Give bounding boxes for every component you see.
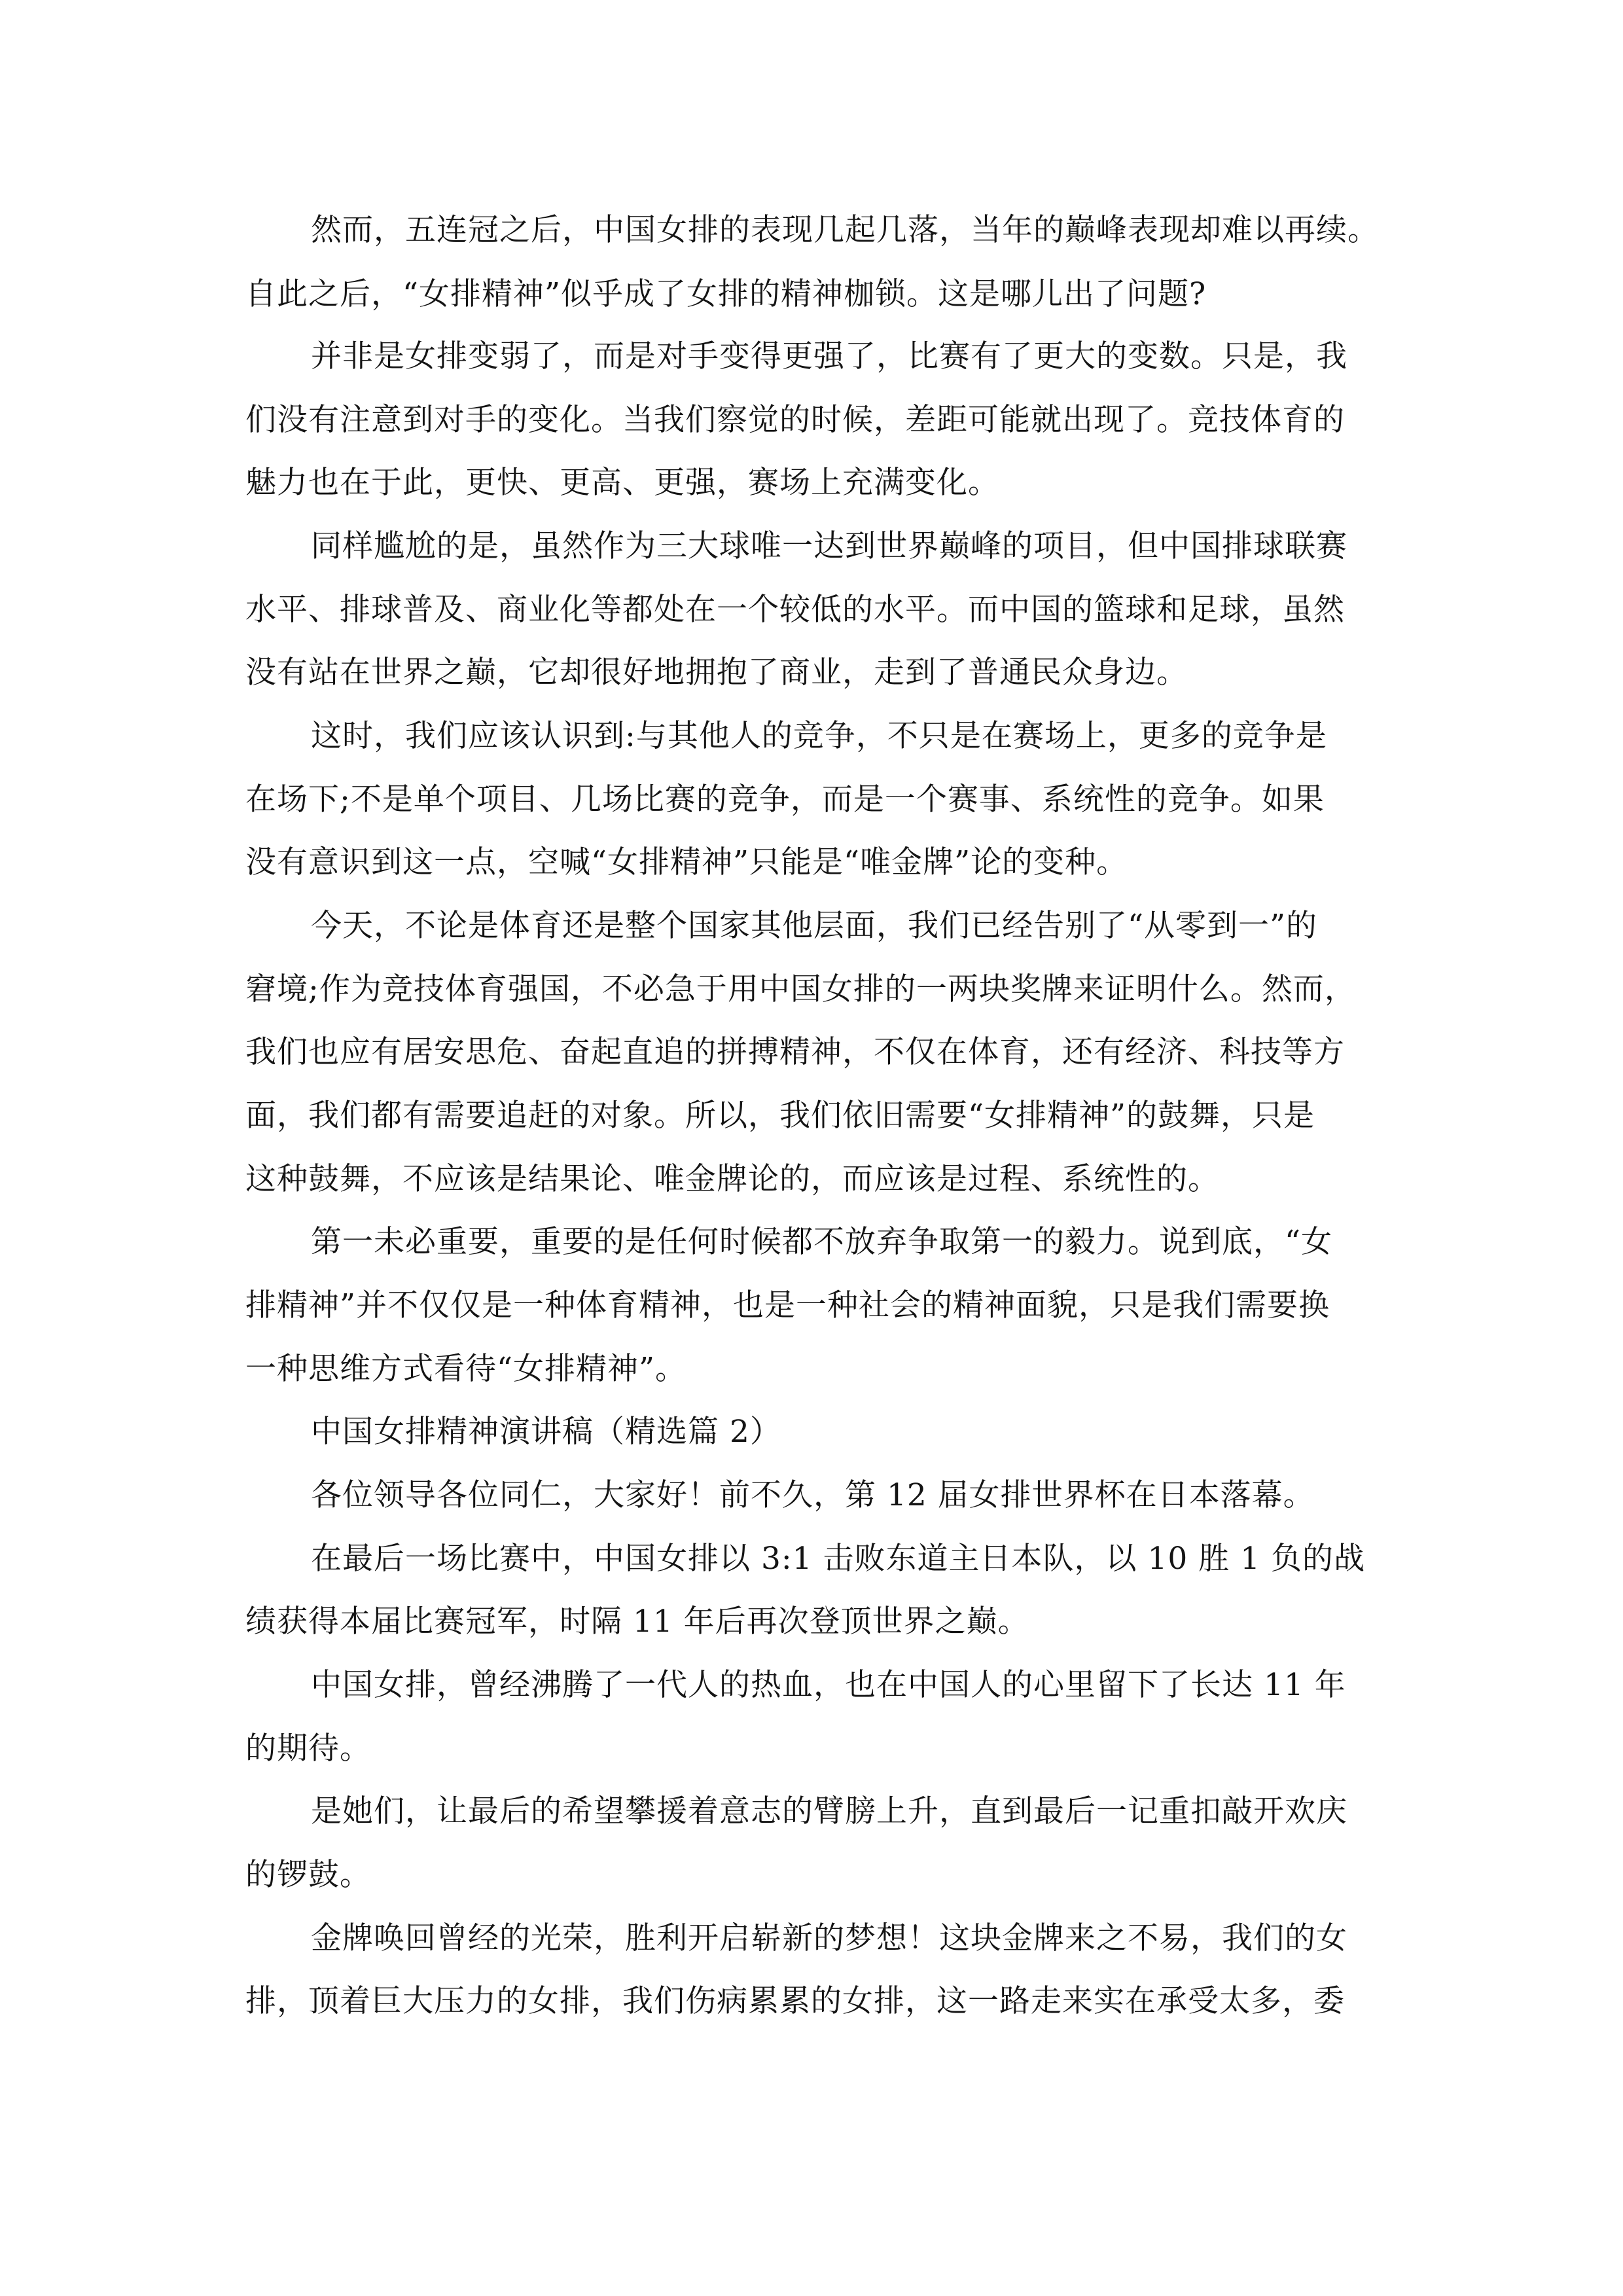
text-line: 没有意识到这一点，空喊“女排精神”只能是“唯金牌”论的变种。	[245, 844, 1128, 880]
text-line: 的锣鼓。	[245, 1857, 371, 1893]
text-line: 魅力也在于此，更快、更高、更强，赛场上充满变化。	[245, 465, 999, 501]
text-line: 第一未必重要，重要的是任何时候都不放弃争取第一的毅力。说到底，“女	[311, 1224, 1333, 1260]
text-line: 排，顶着巨大压力的女排，我们伤病累累的女排，这一路走来实在承受太多，委	[245, 1983, 1345, 2019]
text-line: 没有站在世界之巅，它却很好地拥抱了商业，走到了普通民众身边。	[245, 655, 1188, 691]
text-line: 在场下;不是单个项目、几场比赛的竞争，而是一个赛事、系统性的竞争。如果	[245, 781, 1325, 817]
text-line: 同样尴尬的是，虽然作为三大球唯一达到世界巅峰的项目，但中国排球联赛	[311, 528, 1347, 564]
text-line: 绩获得本届比赛冠军，时隔 11 年后再次登顶世界之巅。	[245, 1604, 1029, 1640]
text-line: 金牌唤回曾经的光荣，胜利开启崭新的梦想！这块金牌来之不易，我们的女	[311, 1920, 1347, 1956]
text-line: 的期待。	[245, 1731, 371, 1767]
text-line: 并非是女排变弱了，而是对手变得更强了，比赛有了更大的变数。只是，我	[311, 338, 1347, 374]
text-line: 各位领导各位同仁，大家好！前不久，第 12 届女排世界杯在日本落幕。	[311, 1477, 1315, 1513]
text-line: 中国女排，曾经沸腾了一代人的热血，也在中国人的心里留下了长达 11 年	[311, 1667, 1346, 1703]
text-line: 这种鼓舞，不应该是结果论、唯金牌论的，而应该是过程、系统性的。	[245, 1161, 1219, 1197]
text-line: 窘境;作为竞技体育强国，不必急于用中国女排的一两块奖牌来证明什么。然而，	[245, 971, 1356, 1007]
text-line: 们没有注意到对手的变化。当我们察觉的时候，差距可能就出现了。竞技体育的	[245, 402, 1345, 438]
text-line: 一种思维方式看待“女排精神”。	[245, 1351, 687, 1387]
text-line: 今天，不论是体育还是整个国家其他层面，我们已经告别了“从零到一”的	[311, 908, 1318, 944]
text-line: 排精神”并不仅仅是一种体育精神，也是一种社会的精神面貌，只是我们需要换	[245, 1287, 1330, 1323]
text-line: 水平、排球普及、商业化等都处在一个较低的水平。而中国的篮球和足球，虽然	[245, 592, 1345, 628]
text-line: 自此之后，“女排精神”似乎成了女排的精神枷锁。这是哪儿出了问题?	[245, 276, 1207, 312]
text-line: 面，我们都有需要追赶的对象。所以，我们依旧需要“女排精神”的鼓舞，只是	[245, 1098, 1315, 1134]
text-line: 我们也应有居安思危、奋起直追的拼搏精神，不仅在体育，还有经济、科技等方	[245, 1034, 1345, 1070]
text-line: 然而，五连冠之后，中国女排的表现几起几落，当年的巅峰表现却难以再续。	[311, 212, 1379, 248]
text-line: 是她们，让最后的希望攀援着意志的臂膀上升，直到最后一记重扣敲开欢庆	[311, 1793, 1347, 1829]
text-line: 这时，我们应该认识到:与其他人的竞争，不只是在赛场上，更多的竞争是	[311, 718, 1327, 754]
text-line: 在最后一场比赛中，中国女排以 3:1 击败东道主日本队，以 10 胜 1 负的战	[311, 1541, 1365, 1577]
section-heading: 中国女排精神演讲稿（精选篇 2）	[311, 1414, 781, 1450]
